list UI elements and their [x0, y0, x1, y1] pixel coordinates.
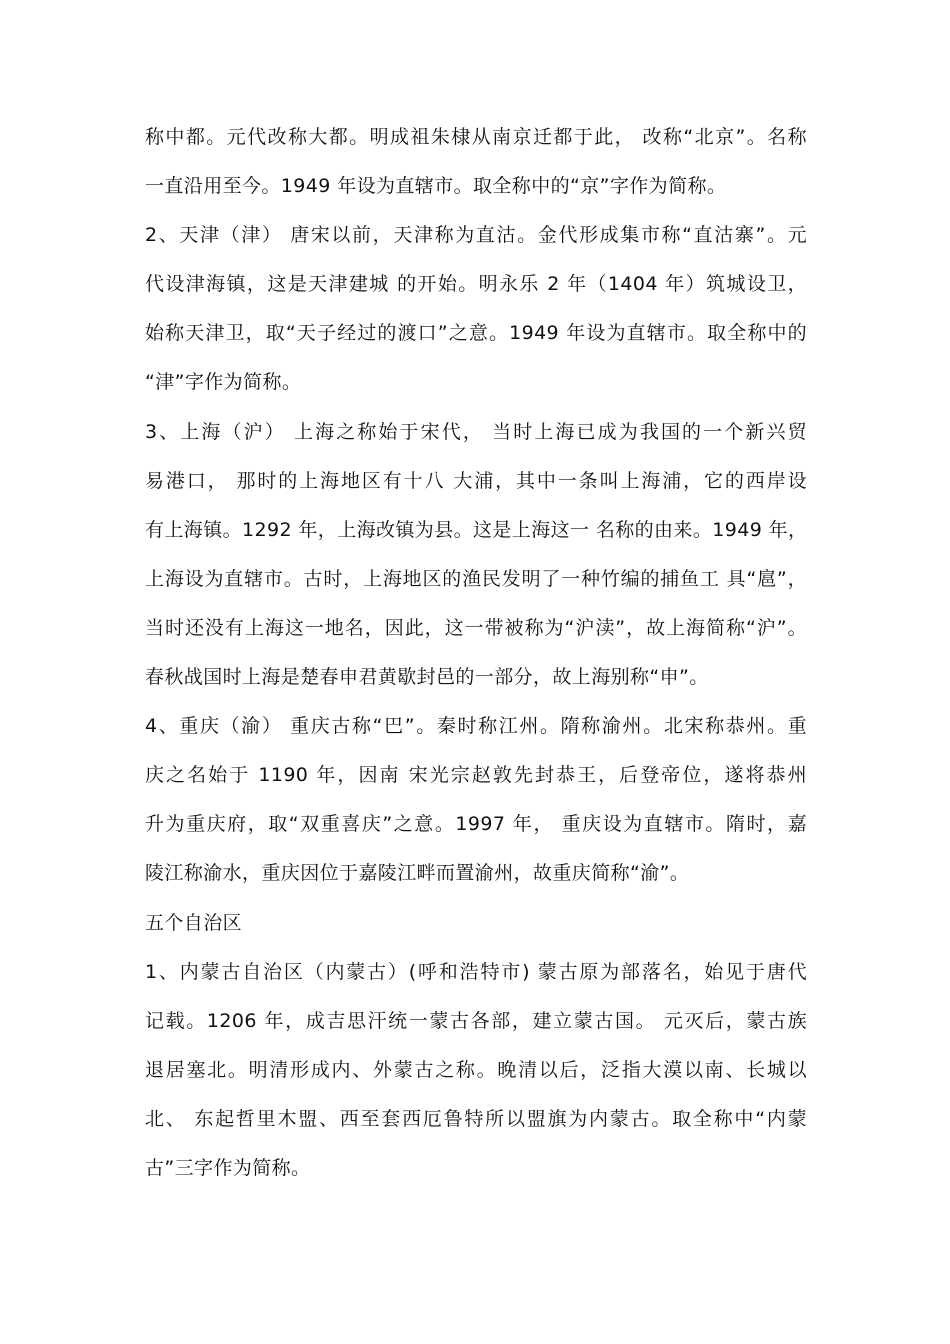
text-line: 2、天津（津） 唐宋以前，天津称为直沽。金代形成集市称“直沽寨”。元	[145, 224, 807, 247]
text-line: 升为重庆府，取“双重喜庆”之意。1997 年， 重庆设为直辖市。隋时，嘉	[145, 813, 807, 836]
text-line: 1、内蒙古自治区（内蒙古）(呼和浩特市) 蒙古原为部落名，始见于唐代	[145, 960, 807, 983]
text-line: 始称天津卫，取“天子经过的渡口”之意。1949 年设为直辖市。取全称中的	[145, 322, 807, 345]
text-line: 记载。1206 年，成吉思汗统一蒙古各部，建立蒙古国。 元灭后，蒙古族	[145, 1009, 807, 1032]
body-text	[145, 118, 807, 1198]
text-line: “津”字作为简称。	[145, 371, 302, 394]
text-line: 退居塞北。明清形成内、外蒙古之称。晚清以后，泛指大漠以南、长城以	[145, 1058, 807, 1081]
text-line: 称中都。元代改称大都。明成祖朱棣从南京迁都于此， 改称“北京”。名称	[145, 126, 807, 148]
text-line: 代设津海镇，这是天津建城 的开始。明永乐 2 年（1404 年）筑城设卫，	[145, 273, 807, 296]
text-line: 一直沿用至今。1949 年设为直辖市。取全称中的“京”字作为简称。	[145, 175, 727, 198]
text-line: 春秋战国时上海是楚春申君黄歇封邑的一部分，故上海别称“申”。	[145, 666, 709, 689]
text-line: 庆之名始于 1190 年，因南 宋光宗赵敦先封恭王，后登帝位，遂将恭州	[145, 764, 807, 787]
text-line: 北、 东起哲里木盟、西至套西厄鲁特所以盟旗为内蒙古。取全称中“内蒙	[145, 1107, 807, 1130]
text-line: 上海设为直辖市。古时，上海地区的渔民发明了一种竹编的捕鱼工 具“扈”，	[145, 567, 807, 590]
text-line: 易港口， 那时的上海地区有十八 大浦，其中一条叫上海浦，它的西岸设	[145, 469, 807, 492]
text-line: 陵江称渝水，重庆因位于嘉陵江畔而置渝州，故重庆简称“渝”。	[145, 862, 690, 885]
section-heading: 五个自治区	[145, 911, 243, 934]
text-line: 3、上海（沪） 上海之称始于宋代， 当时上海已成为我国的一个新兴贸	[145, 420, 807, 443]
text-line: 古”三字作为简称。	[145, 1156, 311, 1179]
text-line: 当时还没有上海这一地名，因此，这一带被称为“沪渎”，故上海简称“沪”。	[145, 616, 807, 639]
text-line: 有上海镇。1292 年，上海改镇为县。这是上海这一 名称的由来。1949 年，	[145, 518, 808, 541]
text-line: 4、重庆（渝） 重庆古称“巴”。秦时称江州。隋称渝州。北宋称恭州。重	[145, 715, 807, 738]
